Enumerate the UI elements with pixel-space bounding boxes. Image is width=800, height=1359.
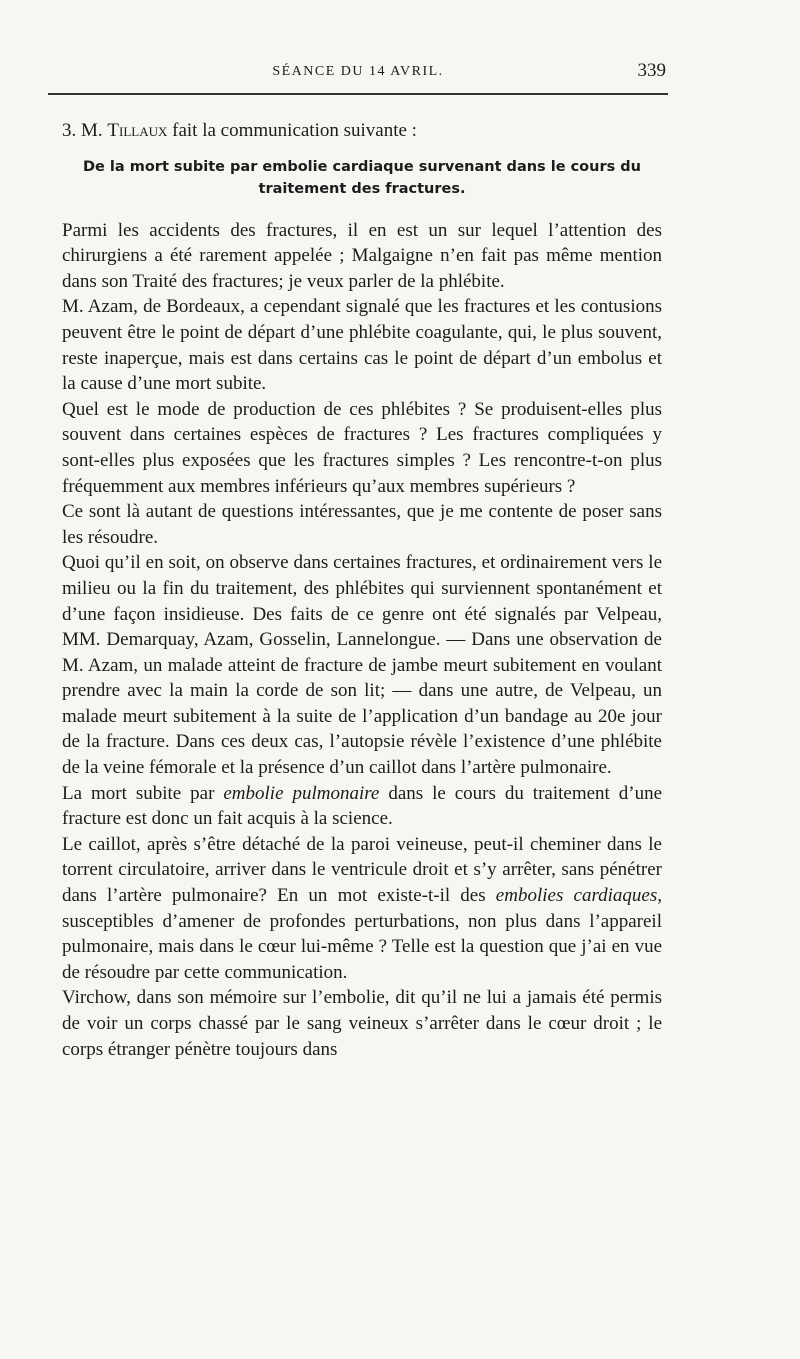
paragraph-2: M. Azam, de Bordeaux, a cependant signalé que les fractures et les contusions peuvent être le point de départ d’une phlébite coagulante, qui, le plus souvent, reste inaperçue, mais est dans certains cas le point de départ d’un embolus et la cause d’une mort subite.: [62, 296, 662, 395]
paragraph-8: Virchow, dans son mémoire sur l’embolie, dit qu’il ne lui a jamais été permis de voir un corps chassé par le sang veineux s’arrêter dans le cœur droit ; le corps étranger pénètre toujours dans: [62, 987, 662, 1060]
page-header: [48, 60, 668, 84]
paragraph-6-emphasis: embolie pulmonaire: [223, 782, 380, 804]
intro-line: [62, 118, 662, 144]
paragraph-1: Parmi les accidents des fractures, il en est un sur lequel l’attention des chirurgiens a été rarement appelée ; Malgaigne n’en fait pas même mention dans son Traité des fractures; je veux parler de la phlébite.: [62, 219, 662, 292]
header-rule: [48, 93, 668, 95]
paragraph-3: Quel est le mode de production de ces phlébites ? Se produisent-elles plus souvent dans certaines espèces de fractures ? Les fractures compliquées y sont-elles plus exposées que les fractures simples ? Les rencontre-t-on plus fréquemment aux membres inférieurs qu’aux membres supérieurs ?: [62, 398, 662, 497]
paragraph-7-start: Le caillot, après s’être détaché de la paroi veineuse, peut-il cheminer dans le torrent circulatoire, arriver dans le ventricule droit et s’y arrêter, sans pénétrer dans l’artère pulmonaire? En un mot existe-t-il des: [62, 833, 662, 907]
page-number: 339: [637, 60, 666, 81]
paragraph-7: [62, 832, 662, 986]
paragraph-4: Ce sont là autant de questions intéressantes, que je me contente de poser sans les résoudre.: [62, 501, 662, 548]
intro-number: 3. M.: [62, 120, 103, 141]
paragraph-5: Quoi qu’il en soit, on observe dans certaines fractures, et ordinairement vers le milieu ou la fin du traitement, des phlébites qui surviennent spontanément et d’une façon insidieuse. Des faits de ce genre ont été signalés par Velpeau, MM. Demarquay, Azam, Gosselin, Lannelongue. — Dans une observation de M. Azam, un malade atteint de fracture de jambe meurt subitement en voulant prendre avec la main la corde de son lit; — dans une autre, de Velpeau, un malade meurt subitement à la suite de l’application d’un bandage au 20e jour de la fracture. Dans ces deux cas, l’autopsie révèle l’existence d’une phlébite de la veine fémorale et la présence d’un caillot dans l’artère pulmonaire.: [62, 552, 662, 779]
intro-text: fait la communication suivante :: [172, 120, 417, 141]
paragraph-6-end: dans le cours du traitement d’une fracture est donc un fait acquis à la science.: [62, 782, 663, 830]
paragraph-6: [62, 781, 662, 832]
running-title: SÉANCE DU 14 AVRIL.: [272, 64, 444, 79]
paragraph-7-end: susceptibles d’amener de profondes perturbations, non plus dans l’appareil pulmonaire, mais dans le cœur lui-même ? Telle est la question que j’ai en vue de résoudre par cette communication.: [62, 910, 662, 983]
paragraph-6-start: La mort subite par: [62, 782, 215, 804]
body-text: [62, 118, 662, 1062]
intro-author: Tillaux: [107, 120, 168, 141]
article-title: De la mort subite par embolie cardiaque survenant dans le cours du traitement des fractures.: [83, 158, 641, 197]
paragraph-7-emphasis: embolies cardiaques,: [495, 885, 662, 907]
